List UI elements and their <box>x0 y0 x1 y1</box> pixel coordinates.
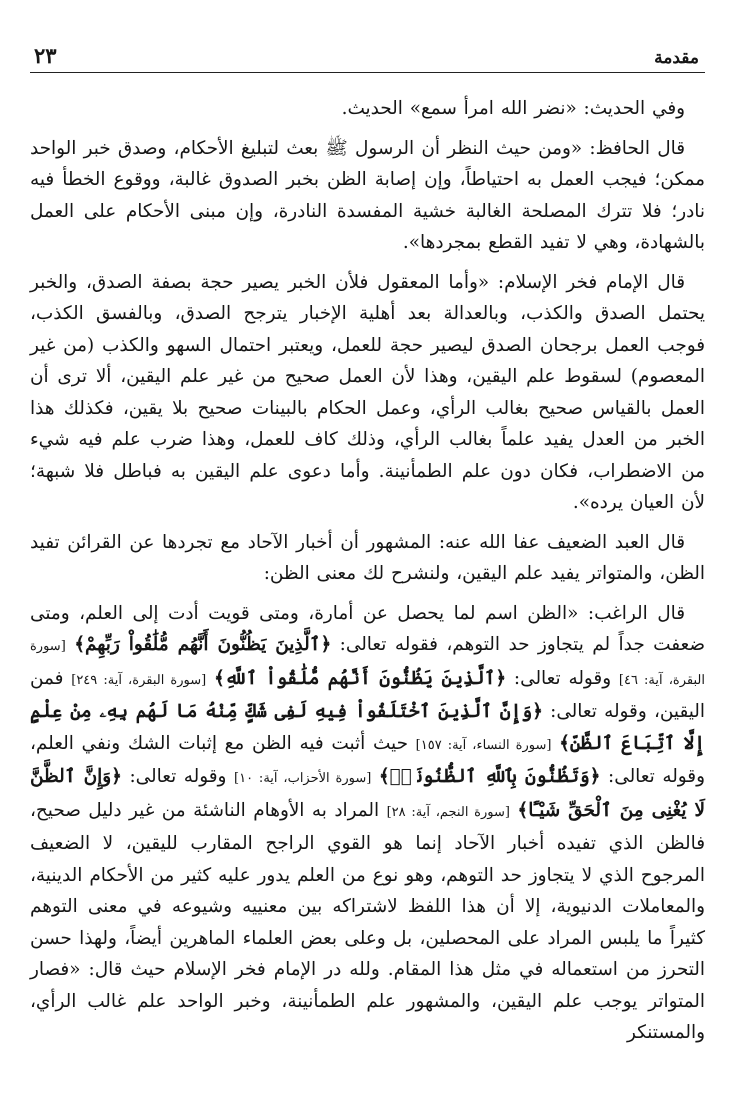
raghib-text-5: وقوله تعالى: <box>121 766 235 787</box>
raghib-text-6: المراد به الأوهام الناشئة من غير دليل صحيح، فالظن الذي تفيده أخبار الآحاد إنما هو القوي الراجح المقارب لليقين، لا الضعيف المرجوح الذي لا يتجاوز حد التوهم، وهو نوع من العلم يدور عليه كثير من الأحكام الدينية، والمعاملات الدنيوية، إلا أن هذا اللفظ لاشتراكه بين معنييه وشيوعه في معنى التوهم كثيراً ما يلبس المراد على المحصلين، بل وعلى بعض العلماء الماهرين أيضاً، ولهذا حسن التحرز من استعماله في مثل هذا المقام. ولله در الإمام فخر الإسلام حيث قال: «فصار المتواتر يوجب علم اليقين، والمشهور علم الطمأنينة، وخبر الواحد علم غالب الرأي، والمستنكر <box>30 799 705 1043</box>
paragraph-hafiz-quote: قال الحافظ: «ومن حيث النظر أن الرسول ﷺ بعث لتبليغ الأحكام، وصدق خبر الواحد ممكن؛ فيجب العمل به احتياطاً، وإن إصابة الظن بخبر الصدوق غالبة، ووقوع الخطأ فيه نادر؛ فلا تترك المصلحة الغالبة خشية المفسدة النادرة، وإن مبنى الأحكام على العمل بالشهادة، وهي لا تفيد القطع بمجردها». <box>30 137 705 253</box>
verse-citation-3: [سورة النساء، آية: ١٥٧] <box>415 737 552 753</box>
quran-verse-1: ﴿ٱلَّذِينَ يَظُنُّونَ أَنَّهُم مُّلَٰقُواْ رَبِّهِمْ﴾ <box>74 634 332 655</box>
paragraph-hadith: وفي الحديث: «نضر الله امرأ سمع» الحديث. <box>341 98 685 119</box>
verse-citation-4: [سورة الأحزاب، آية: ١٠] <box>234 771 372 786</box>
paragraph-fakhr-al-islam-quote: قال الإمام فخر الإسلام: «وأما المعقول فلأن الخبر يصير حجة بصفة الصدق، والخبر يحتمل الصدق والكذب، وبالعدالة بعد أهلية الإخبار يترجح الصدق، وبالفسق الكذب، فوجب العمل برجحان الصدق ليصير حجة للعمل، ويعتبر احتمال السهو والكذب (من غير المعصوم) لسقوط علم اليقين، وهذا لأن العمل صحيح من غير علم اليقين، ألا ترى أن العمل بالقياس صحيح بغالب الرأي، وعمل الحكام بالبينات صحيح بلا يقين، فكذلك هذا الخبر من العدل يفيد علماً بغالب الرأي، وذلك كاف للعمل، وهذا ضرب علم فيه شيء من الاضطراب، فكان دون علم الطمأنينة. وأما دعوى علم اليقين به فباطل فلا شبهة؛ لأن العيان يرده». <box>30 271 706 513</box>
body-text <box>30 93 705 1049</box>
raghib-text-1: قال الراغب: «الظن اسم لما يحصل عن أمارة، ومتى قويت أدت إلى العلم، ومتى ضعفت جداً لم يتجاوز حد التوهم، فقوله تعالى: <box>30 602 705 655</box>
paragraph-author-note: قال العبد الضعيف عفا الله عنه: المشهور أن أخبار الآحاد مع تجردها عن القرائن تفيد الظن، والمتواتر يفيد علم اليقين، ولنشرح لك معنى الظن: <box>30 531 705 584</box>
raghib-text-3: فمن اليقين، وقوله تعالى: <box>30 667 706 722</box>
raghib-text-2: وقوله تعالى: <box>506 667 619 689</box>
quran-verse-5: ﴿وَإِنَّ ٱلظَّنَّ لَا يُغْنِى مِنَ ٱلْحَقِّ شَيْـًٔا﴾ <box>30 766 706 821</box>
quran-verse-3: ﴿وَإِنَّ ٱلَّذِينَ ٱخْتَلَفُواْ فِيهِ لَفِى شَكٍّ مِّنْهُ مَا لَهُم بِهِۦ مِنْ عِلْمٍ إِلَّا ٱتِّبَاعَ ٱلظَّنِّ﴾ <box>30 701 705 754</box>
raghib-text-4: حيث أثبت فيه الظن مع إثبات الشك ونفي العلم، وقوله تعالى: <box>30 732 705 787</box>
page-number: ٢٣ <box>34 43 57 68</box>
verse-citation-5: [سورة النجم، آية: ٢٨] <box>386 804 510 820</box>
paragraph-raghib-quote <box>30 598 705 1049</box>
running-header <box>30 30 705 73</box>
quran-verse-2: ﴿ٱلَّذِينَ يَظُنُّونَ أَنَّهُم مُّلَٰقُواْ ٱللَّهِ﴾ <box>214 667 507 689</box>
quran-verse-4: ﴿وَتَظُنُّونَ بِٱللَّهِ ٱلظُّنُونَا۠﴾ <box>378 766 601 787</box>
verse-citation-1: [سورة البقرة، آية: ٤٦] <box>30 639 705 688</box>
verse-citation-2: [سورة البقرة، آية: ٢٤٩] <box>71 672 207 688</box>
running-title: مقدمة <box>654 48 699 68</box>
